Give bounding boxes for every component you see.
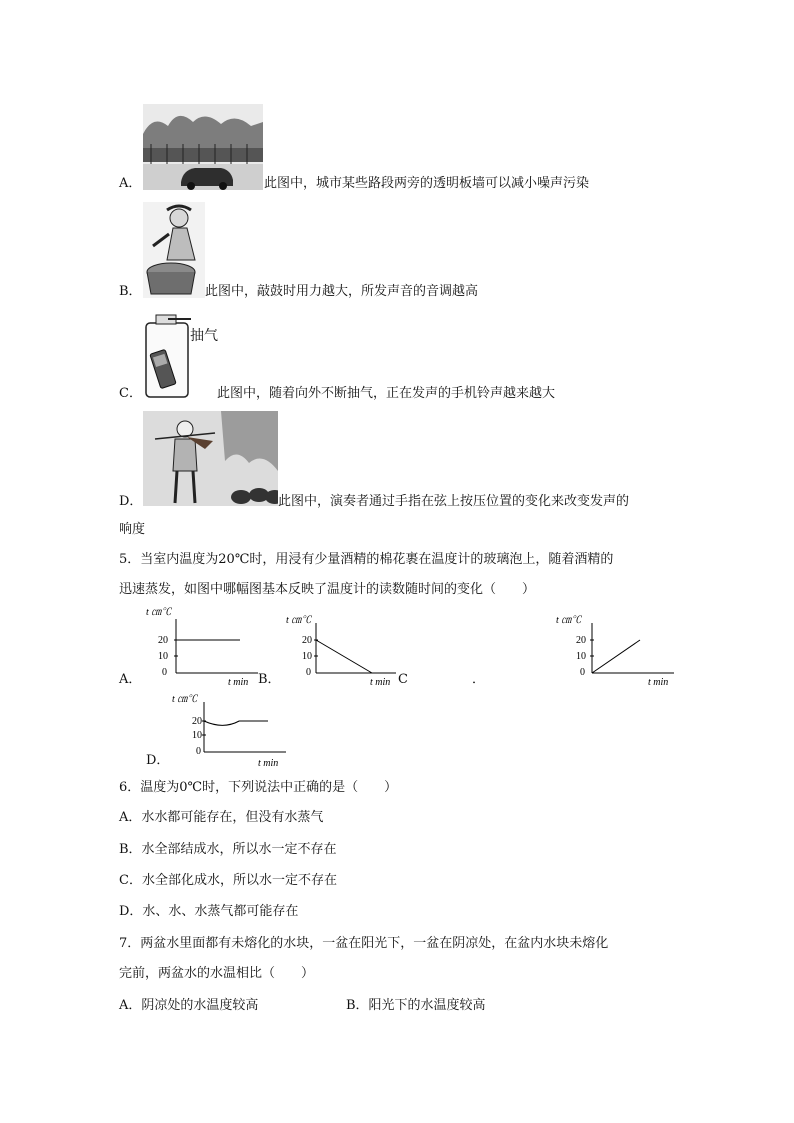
option-a-letter: A． xyxy=(119,176,142,191)
graph-b xyxy=(280,603,406,685)
q7-option-a: A．阴凉处的水温度较高 xyxy=(119,998,259,1013)
graph-b-tick-10: 10 xyxy=(302,651,312,662)
option-c-text: 此图中，随着向外不断抽气，正在发声的手机铃声越来越大 xyxy=(217,386,556,401)
graph-d-curve xyxy=(204,721,268,725)
graph-c-tick-10: 10 xyxy=(576,651,586,662)
graph-b-xlabel: t min xyxy=(370,677,391,685)
graph-c-xlabel: t min xyxy=(648,677,669,685)
graph-a-tick-0: 0 xyxy=(162,667,167,678)
highway-noise-barrier-image xyxy=(143,104,263,190)
graph-b-label: B． xyxy=(258,672,281,687)
pump-air-caption: 抽气 xyxy=(190,327,218,343)
graph-d-xlabel: t min xyxy=(258,758,279,768)
graph-d xyxy=(170,686,294,768)
graph-d-tick-0: 0 xyxy=(196,746,201,757)
q6-option-a: A．水水都可能存在，但没有水蒸气 xyxy=(119,810,324,825)
option-d-text: 此图中，演奏者通过手指在弦上按压位置的变化来改变发声的 xyxy=(278,494,630,509)
graph-c xyxy=(552,603,678,685)
q6-option-c: C．水全部化成水，所以水一定不存在 xyxy=(119,873,337,888)
graph-c-tick-0: 0 xyxy=(580,667,585,678)
option-a-text: 此图中，城市某些路段两旁的透明板墙可以减小噪声污染 xyxy=(264,176,590,191)
q7-stem-line1: 7．两盆水里面都有未熔化的水块，一盆在阳光下，一盆在阴凉处，在盆内水块未熔化 xyxy=(119,936,609,951)
graph-c-label: C xyxy=(398,672,408,687)
option-b-letter: B． xyxy=(119,284,142,299)
q6-option-d: D．水、水、水蒸气都可能存在 xyxy=(119,904,299,919)
graph-a-xlabel: t min xyxy=(228,677,249,685)
q6-stem: 6．温度为0℃时，下列说法中正确的是（ ） xyxy=(119,780,398,795)
graph-b-tick-0: 0 xyxy=(306,667,311,678)
graph-c-tick-20: 20 xyxy=(576,635,586,646)
graph-c-curve xyxy=(592,640,640,673)
graph-d-tick-20: 20 xyxy=(192,716,202,727)
q5-stem-line1: 5．当室内温度为20℃时，用浸有少量酒精的棉花裹在温度计的玻璃泡上，随着酒精的 xyxy=(119,552,614,567)
graph-a xyxy=(140,603,262,685)
graph-a-tick-10: 10 xyxy=(158,651,168,662)
graph-c-dot: ． xyxy=(472,672,486,687)
graph-b-curve xyxy=(316,640,372,673)
option-b-text: 此图中，敲鼓时用力越大，所发声音的音调越高 xyxy=(205,284,479,299)
graph-a-tick-20: 20 xyxy=(158,635,168,646)
q7-option-b: B．阳光下的水温度较高 xyxy=(346,998,486,1013)
graph-a-label: A． xyxy=(119,672,142,687)
graph-b-ylabel: t ㎝℃ xyxy=(286,615,312,626)
drummer-image xyxy=(143,202,205,298)
bell-jar-phone-image xyxy=(143,313,193,399)
graph-d-ylabel: t ㎝℃ xyxy=(172,694,198,705)
graph-d-tick-10: 10 xyxy=(192,730,202,741)
graph-b-tick-20: 20 xyxy=(302,635,312,646)
graph-c-ylabel: t ㎝℃ xyxy=(556,615,582,626)
q6-option-b: B．水全部结成水，所以水一定不存在 xyxy=(119,842,337,857)
graph-d-label: D． xyxy=(146,753,170,768)
graph-a-ylabel: t ㎝℃ xyxy=(146,607,172,618)
q5-stem-line2: 迅速蒸发，如图中哪幅图基本反映了温度计的读数随时间的变化（ ） xyxy=(119,582,536,597)
option-d-letter: D． xyxy=(119,494,143,509)
violinist-image xyxy=(143,411,278,506)
option-c-letter: C． xyxy=(119,386,142,401)
option-d-text-cont: 响度 xyxy=(119,522,146,537)
q7-stem-line2: 完前，两盆水的水温相比（ ） xyxy=(119,966,315,981)
